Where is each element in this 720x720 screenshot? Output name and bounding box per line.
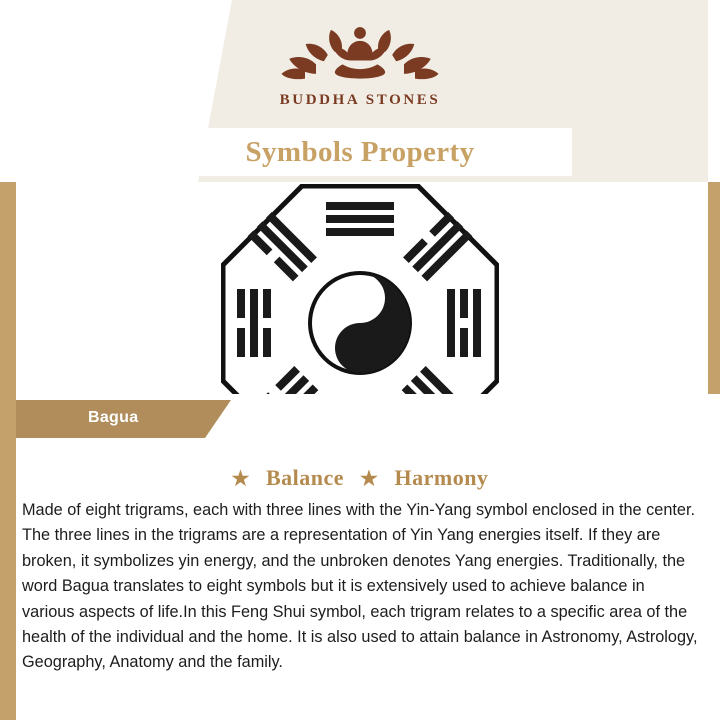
- star-icon-right: ★: [360, 468, 379, 490]
- benefits-headline: [0, 465, 720, 491]
- star-icon-left: ★: [231, 468, 250, 490]
- caption-bar-diagonal: [205, 400, 231, 438]
- description-section: [0, 451, 720, 720]
- benefit-balance: Balance: [265, 465, 345, 490]
- lotus-meditation-figure-icon: [280, 22, 440, 88]
- yin-yang-icon: [310, 273, 410, 373]
- right-white-strip: [708, 0, 720, 182]
- right-accent-rail: [708, 182, 720, 394]
- left-accent-rail: [0, 182, 16, 720]
- page-title-ribbon: [148, 128, 572, 176]
- brand-logo: [0, 22, 720, 109]
- brand-name: BUDDHA STONES: [279, 92, 441, 108]
- page-title: Symbols Property: [245, 135, 475, 168]
- description-text: Made of eight trigrams, each with three lines with the Yin-Yang symbol enclosed in the center. The three lines in the trigrams are a representation of Yin Yang energies itself. If they are broken, it symbolizes yin energy, and the unbroken denotes Yang energies. Traditionally, the word Bagua translates to eight symbols but it is extensively used to achieve balance in various aspects of life.In this Feng Shui symbol, each trigram relates to a specific area of the health of the individual and the home. It is also used to attain balance in Astronomy, Astrology, Geography, Anatomy and the family.: [22, 501, 698, 672]
- benefit-harmony: Harmony: [394, 465, 489, 490]
- figure-caption: Bagua: [88, 409, 139, 426]
